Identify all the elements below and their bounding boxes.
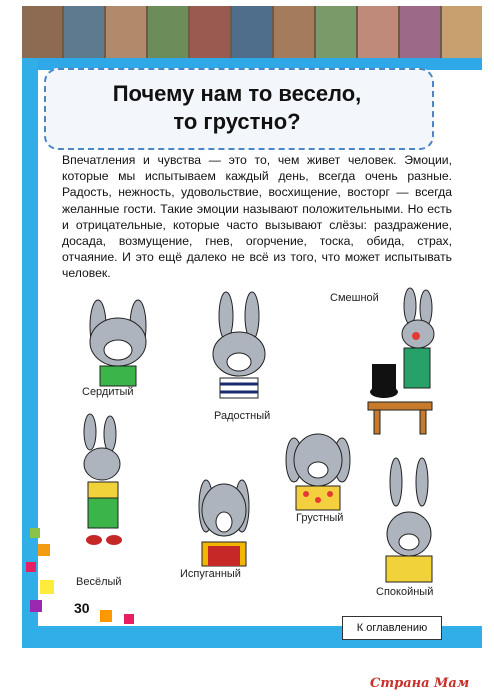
decor-square [26,562,36,572]
table-of-contents-button[interactable]: К оглавлению [342,616,442,640]
label-sad: Грустный [296,512,344,524]
page-title [44,80,430,136]
decor-square [40,580,54,594]
decor-square [124,614,134,624]
decor-square [38,544,50,556]
intro-paragraph: Впечатления и чувства — это то, чем живет человек. Эмоции, которые мы испытываем каждый день, всегда очень разные. Радость, нежность, удовольствие, восхищение, восторг — всегда желанные гости. Такие эмоции называют положительными. Но есть и отрицательные, которые часто вызывают слёзы: раздражение, досада, возмущение, гнев, огорчение, тоска, обида, страх, отчаяние. И это ещё далеко не всё из того, что может испытывать человек. [62,153,452,281]
decor-square [30,600,42,612]
page-number: 30 [74,600,90,616]
bunny-scared-illustration [190,470,258,568]
photo [190,6,230,58]
label-funny: Смешной [330,292,379,304]
bunny-merry-illustration [70,412,140,554]
label-merry: Весёлый [76,576,122,588]
photo [442,6,482,58]
label-scared: Испуганный [180,568,241,580]
label-joyful: Радостный [214,410,271,422]
decor-square [100,610,112,622]
bunny-calm-illustration [378,456,442,584]
photo [64,6,104,58]
photo [274,6,314,58]
bunny-sad-illustration [282,424,354,514]
photo [106,6,146,58]
photo [400,6,440,58]
photo [358,6,398,58]
photo [232,6,272,58]
decor-square [30,528,40,538]
title-line-2: то грустно? [173,109,301,134]
label-calm: Спокойный [376,586,434,598]
title-line-1: Почему нам то весело, [112,81,362,106]
photo [316,6,356,58]
photo-strip-header [22,6,482,58]
photo [22,6,62,58]
bunny-joyful-illustration [204,290,274,402]
bunny-funny-magician-illustration [362,286,438,442]
photo [148,6,188,58]
left-border [22,58,38,648]
bunny-angry-illustration [78,296,158,388]
watermark-logo: Страна Мам [370,676,470,691]
label-angry: Сердитый [82,386,134,398]
